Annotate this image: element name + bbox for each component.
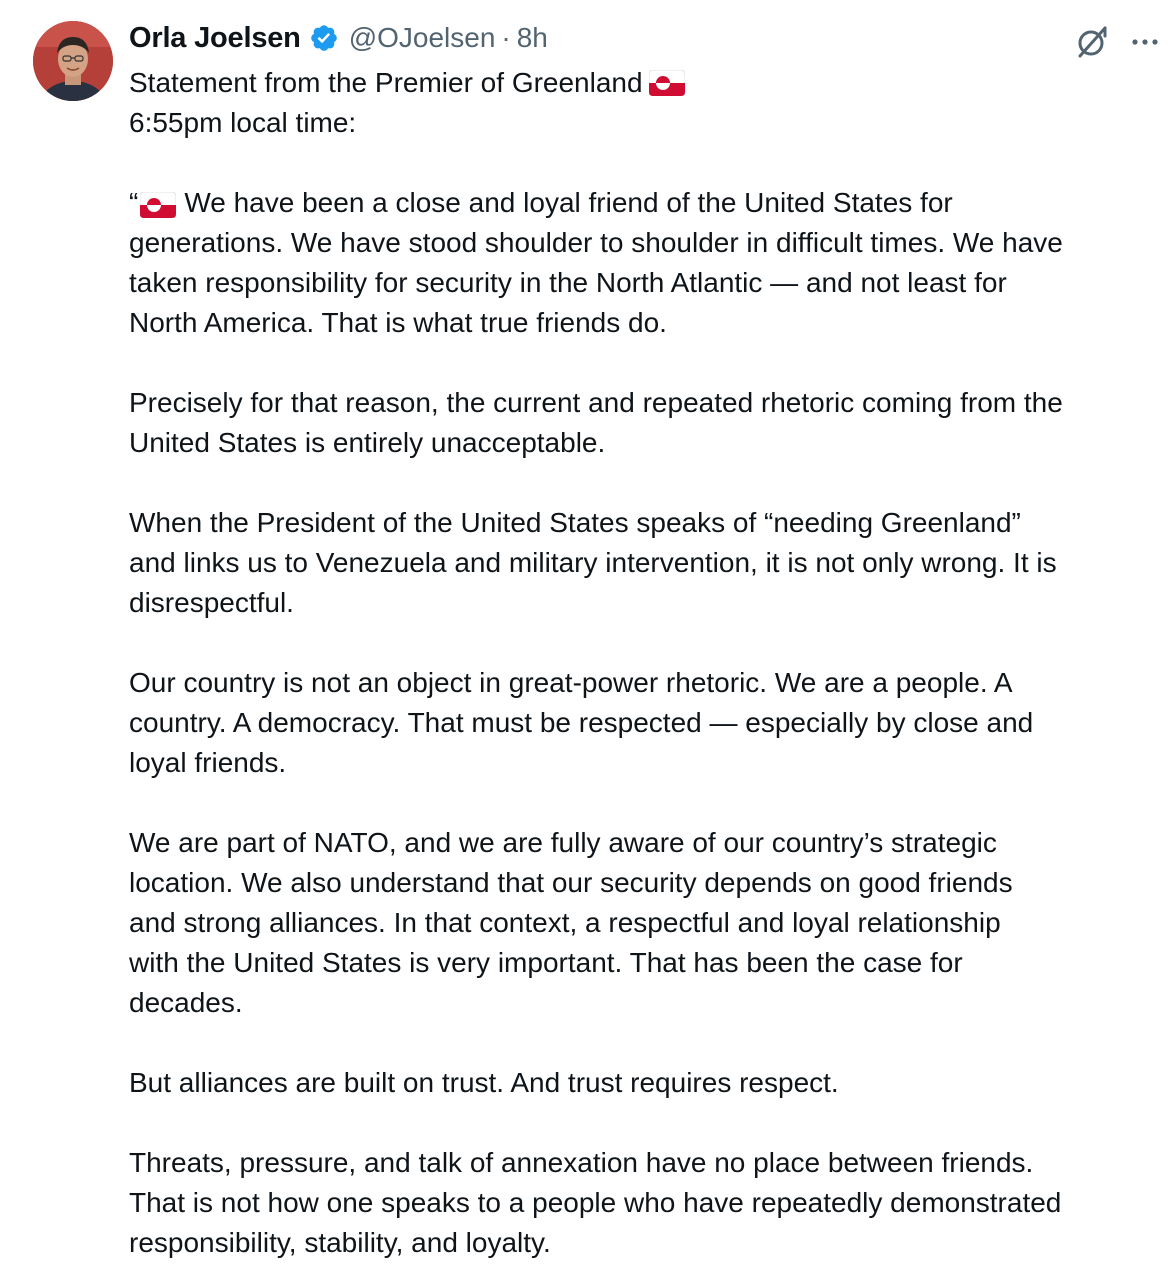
paragraph-line-text: generations. We have stood shoulder to shoulder in difficult times. We have bbox=[129, 227, 1063, 258]
paragraph bbox=[129, 383, 1169, 463]
paragraph-line-text: and links us to Venezuela and military intervention, it is not only wrong. It is bbox=[129, 547, 1057, 578]
paragraph-line bbox=[129, 943, 1169, 983]
paragraph-line bbox=[129, 863, 1169, 903]
paragraph-line bbox=[129, 1143, 1169, 1183]
paragraph-line-text: decades. bbox=[129, 987, 243, 1018]
paragraph bbox=[129, 823, 1169, 1023]
more-options-icon[interactable] bbox=[1127, 24, 1163, 60]
paragraph-line-text: disrespectful. bbox=[129, 587, 294, 618]
paragraph-line-text: taken responsibility for security in the North Atlantic — and not least for bbox=[129, 267, 1007, 298]
heading-line-1 bbox=[129, 63, 1169, 103]
paragraph-line-text: North America. That is what true friends do. bbox=[129, 307, 667, 338]
tweet-header bbox=[129, 18, 548, 58]
paragraph-line-text: country. A democracy. That must be respected — especially by close and bbox=[129, 707, 1034, 738]
paragraph-line bbox=[129, 503, 1169, 543]
paragraph-line bbox=[129, 263, 1169, 303]
heading-text: Statement from the Premier of Greenland bbox=[129, 67, 643, 98]
paragraph bbox=[129, 663, 1169, 783]
paragraph bbox=[129, 1063, 1169, 1103]
tweet-text bbox=[129, 63, 1169, 1263]
paragraph bbox=[129, 503, 1169, 623]
paragraph-line-text: But alliances are built on trust. And trust requires respect. bbox=[129, 1067, 839, 1098]
paragraph-line bbox=[129, 703, 1169, 743]
paragraph-line-text: Precisely for that reason, the current and repeated rhetoric coming from the bbox=[129, 387, 1063, 418]
paragraph-line bbox=[129, 583, 1169, 623]
avatar-image bbox=[33, 21, 113, 101]
paragraph-line bbox=[129, 543, 1169, 583]
verified-badge-icon[interactable] bbox=[309, 23, 339, 53]
paragraph-line-text: location. We also understand that our security depends on good friends bbox=[129, 867, 1013, 898]
paragraph-line bbox=[129, 743, 1169, 783]
paragraph-line-text: We have been a close and loyal friend of the United States for bbox=[184, 187, 953, 218]
paragraph-line-text: loyal friends. bbox=[129, 747, 287, 778]
paragraph-line bbox=[129, 983, 1169, 1023]
greenland-flag-icon bbox=[140, 192, 176, 218]
heading-line-2 bbox=[129, 103, 1169, 143]
grok-icon[interactable] bbox=[1072, 22, 1112, 62]
author-handle[interactable]: @OJoelsen bbox=[348, 22, 496, 53]
paragraph-line-text: United States is entirely unacceptable. bbox=[129, 427, 606, 458]
paragraph-line-text: That is not how one speaks to a people who have repeatedly demonstrated bbox=[129, 1187, 1062, 1218]
paragraph-line-text: Our country is not an object in great-power rhetoric. We are a people. A bbox=[129, 667, 1013, 698]
paragraph-line bbox=[129, 183, 1169, 223]
paragraph-line-text: When the President of the United States speaks of “needing Greenland” bbox=[129, 507, 1021, 538]
avatar[interactable] bbox=[33, 21, 113, 101]
timestamp[interactable]: 8h bbox=[516, 22, 548, 53]
greenland-flag-icon bbox=[649, 70, 685, 96]
separator-dot: · bbox=[501, 22, 511, 53]
paragraph-line bbox=[129, 223, 1169, 263]
paragraph-line-text: and strong alliances. In that context, a respectful and loyal relationship bbox=[129, 907, 1001, 938]
paragraph-line bbox=[129, 303, 1169, 343]
paragraph bbox=[129, 183, 1169, 343]
heading-time-text: 6:55pm local time: bbox=[129, 107, 357, 138]
paragraph-line bbox=[129, 383, 1169, 423]
paragraph-line bbox=[129, 663, 1169, 703]
paragraph-line bbox=[129, 1223, 1169, 1263]
paragraph-line-text: with the United States is very important. That has been the case for bbox=[129, 947, 963, 978]
paragraph-line-text: responsibility, stability, and loyalty. bbox=[129, 1227, 551, 1258]
paragraph-line-text: Threats, pressure, and talk of annexation have no place between friends. bbox=[129, 1147, 1034, 1178]
paragraph-line bbox=[129, 1063, 1169, 1103]
display-name[interactable]: Orla Joelsen bbox=[129, 21, 301, 54]
paragraph-line bbox=[129, 423, 1169, 463]
paragraph bbox=[129, 1143, 1169, 1263]
paragraph-line-text: We are part of NATO, and we are fully aware of our country’s strategic bbox=[129, 827, 997, 858]
paragraph-line bbox=[129, 903, 1169, 943]
opening-quote: “ bbox=[129, 187, 139, 218]
paragraph-line bbox=[129, 1183, 1169, 1223]
paragraph-line bbox=[129, 823, 1169, 863]
